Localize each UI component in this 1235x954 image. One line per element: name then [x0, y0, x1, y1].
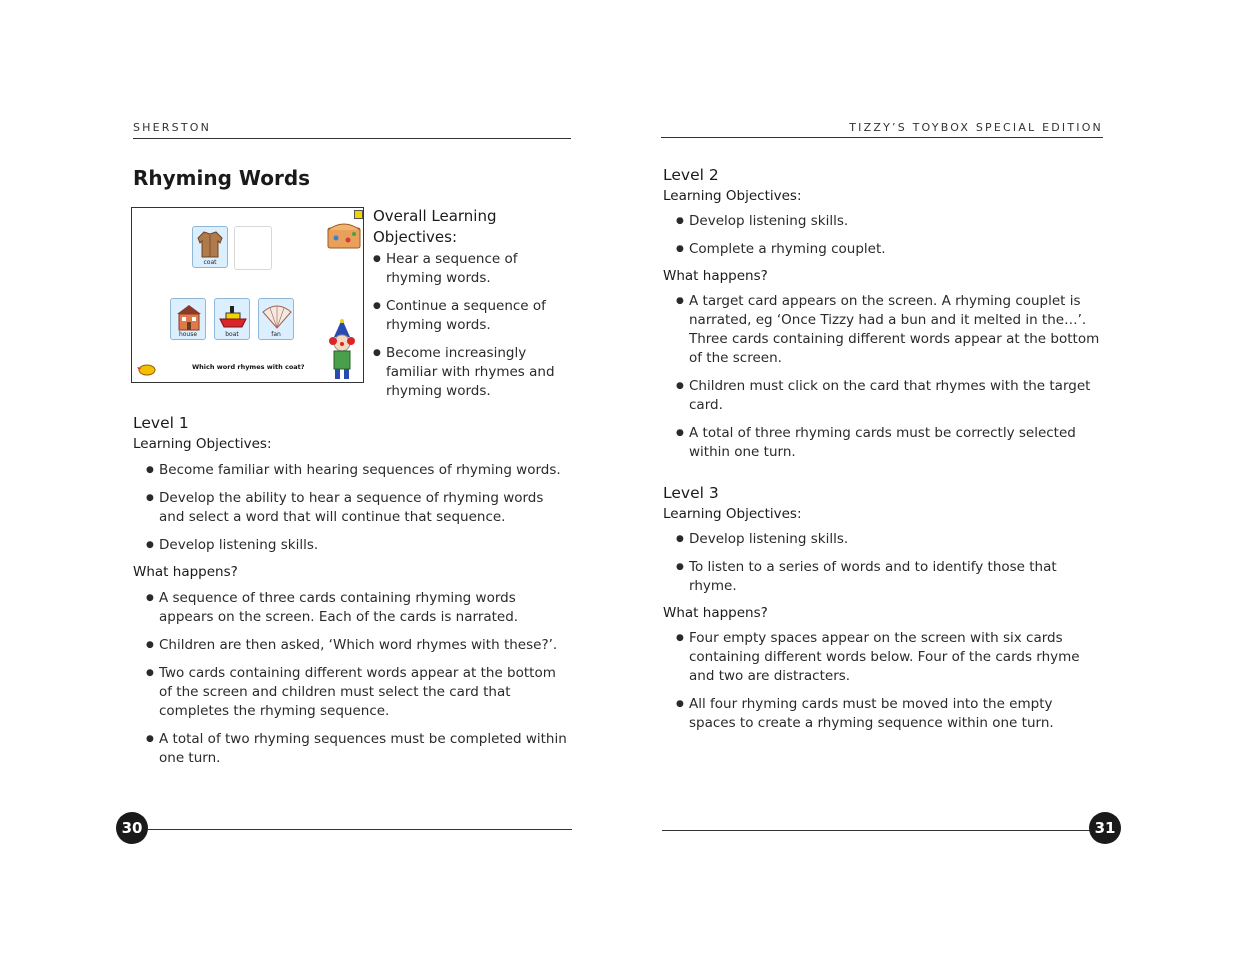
list-item: ● Complete a rhyming couplet.	[676, 240, 1103, 259]
house-card-label: house	[178, 331, 198, 338]
level-3-heading: Level 3	[663, 484, 719, 502]
running-head-right: TIZZY’S TOYBOX SPECIAL EDITION	[849, 121, 1103, 134]
level-3-what-label: What happens?	[663, 605, 768, 621]
list-item: ● Develop listening skills.	[146, 536, 573, 555]
level-1-what-list	[146, 589, 573, 768]
footer-rule-right	[662, 830, 1090, 831]
level-3-objectives-label: Learning Objectives:	[663, 506, 802, 522]
level-2-objectives-label: Learning Objectives:	[663, 188, 802, 204]
boat-card	[214, 298, 250, 340]
activity-screenshot	[131, 207, 364, 383]
list-item: ● To listen to a series of words and to identify those that rhyme.	[676, 558, 1103, 596]
list-item: ● Develop listening skills.	[676, 212, 1103, 231]
list-item: ● Continue a sequence of rhyming words.	[373, 297, 558, 335]
list-item: ● Four empty spaces appear on the screen with six cards containing different words below. Four of the cards rhyme and two are distracters.	[676, 629, 1103, 686]
level-3-objectives-list	[676, 530, 1103, 596]
footer-rule-left	[147, 829, 572, 830]
boat-card-label: boat	[225, 331, 239, 338]
list-item: ● Develop listening skills.	[676, 530, 1103, 549]
page-title: Rhyming Words	[133, 166, 311, 190]
header-rule-left	[133, 138, 571, 139]
level-3-what-list	[676, 629, 1103, 733]
level-1-heading: Level 1	[133, 414, 189, 432]
page-number-right: 31	[1089, 812, 1121, 844]
page-number-left: 30	[116, 812, 148, 844]
level-2-section	[663, 166, 1103, 471]
fan-card-label: fan	[271, 331, 281, 338]
coat-card-label: coat	[203, 259, 217, 266]
level-1-objectives-list	[146, 461, 573, 555]
list-item: ● All four rhyming cards must be moved into the empty spaces to create a rhyming sequence within one turn.	[676, 695, 1103, 733]
overall-objectives-list	[373, 250, 558, 401]
list-item: ● Become increasingly familiar with rhymes and rhyming words.	[373, 344, 558, 401]
level-1-section	[133, 414, 573, 777]
running-head-left: SHERSTON	[133, 121, 212, 134]
level-1-objectives-label: Learning Objectives:	[133, 436, 272, 452]
house-icon	[173, 302, 205, 332]
empty-slot	[234, 226, 272, 270]
list-item: ● Become familiar with hearing sequences of rhyming words.	[146, 461, 573, 480]
list-item: ● Two cards containing different words appear at the bottom of the screen and children must select the card that completes the rhyming sequence.	[146, 664, 573, 721]
clown-icon	[325, 319, 359, 383]
level-2-what-list	[676, 292, 1103, 462]
header-rule-right	[661, 137, 1103, 138]
list-item: ● A total of three rhyming cards must be correctly selected within one turn.	[676, 424, 1103, 462]
treasure-chest-icon	[324, 218, 364, 250]
level-2-what-label: What happens?	[663, 268, 768, 284]
coat-icon	[194, 229, 227, 259]
level-1-what-label: What happens?	[133, 564, 238, 580]
list-item: ● A target card appears on the screen. A rhyming couplet is narrated, eg ‘Once Tizzy had a bun and it melted in the…’. Three cards containing different words appear at the bottom of the screen.	[676, 292, 1103, 368]
help-icon	[354, 210, 363, 219]
screenshot-prompt: Which word rhymes with coat?	[192, 363, 305, 371]
boat-icon	[217, 302, 249, 332]
level-2-heading: Level 2	[663, 166, 719, 184]
overall-objectives	[373, 206, 573, 410]
level-3-section	[663, 484, 1103, 742]
fan-card	[258, 298, 294, 340]
overall-objectives-heading: Overall Learning Objectives:	[373, 207, 497, 246]
list-item: ● A sequence of three cards containing rhyming words appears on the screen. Each of the cards is narrated.	[146, 589, 573, 627]
list-item: ● A total of two rhyming sequences must be completed within one turn.	[146, 730, 573, 768]
coat-card	[192, 226, 228, 268]
list-item: ● Children must click on the card that rhymes with the target card.	[676, 377, 1103, 415]
house-card	[170, 298, 206, 340]
fan-icon	[261, 302, 293, 332]
list-item: ● Develop the ability to hear a sequence of rhyming words and select a word that will continue that sequence.	[146, 489, 573, 527]
level-2-objectives-list	[676, 212, 1103, 259]
list-item: ● Hear a sequence of rhyming words.	[373, 250, 558, 288]
bird-icon	[137, 362, 157, 376]
list-item: ● Children are then asked, ‘Which word rhymes with these?’.	[146, 636, 573, 655]
